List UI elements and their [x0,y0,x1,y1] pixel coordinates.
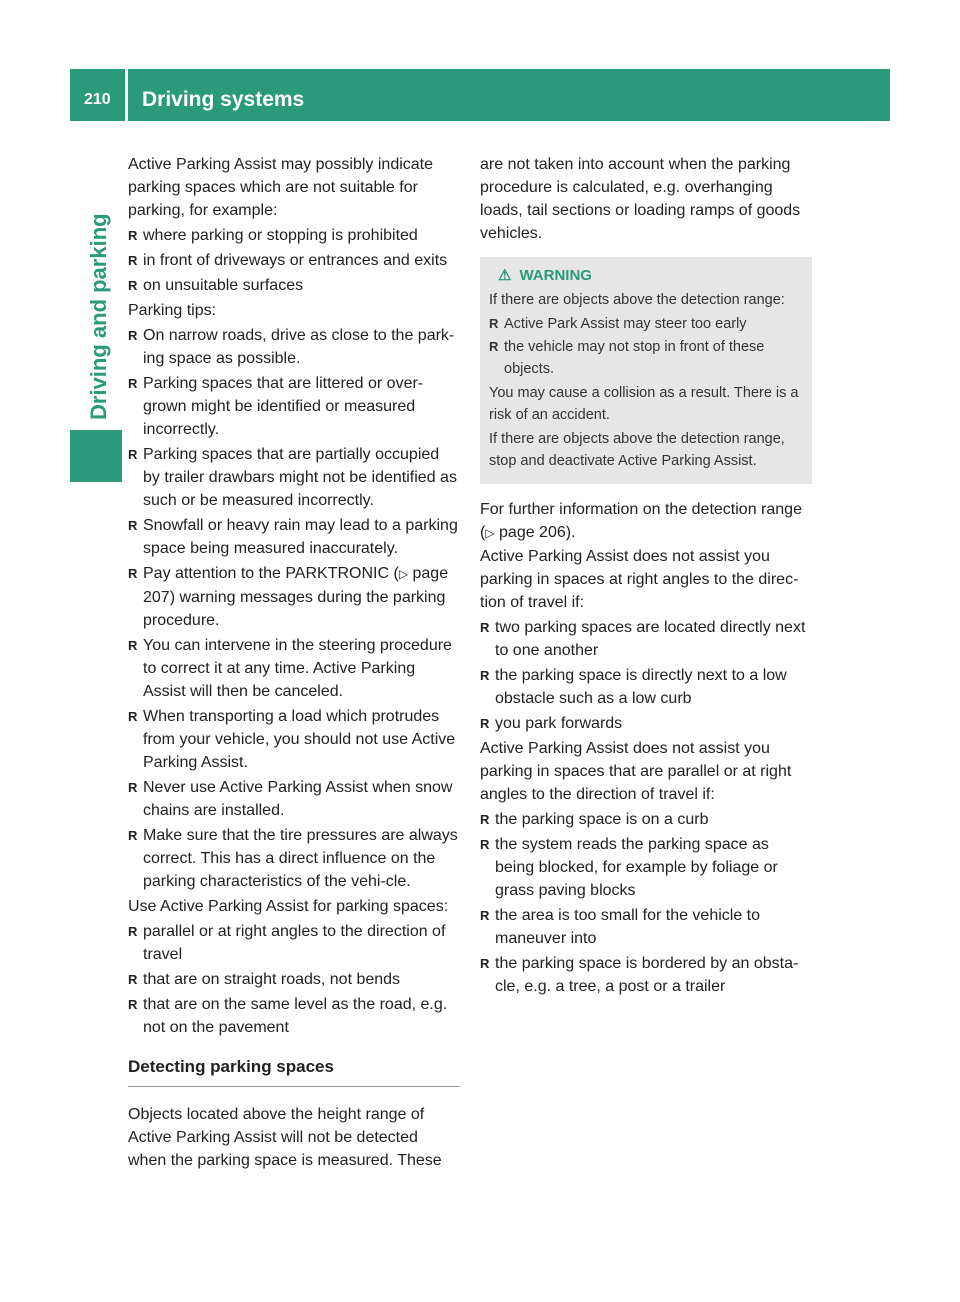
tips-list [128,324,460,893]
warning-text-1: You may cause a collision as a result. There is a risk of an accident. [489,385,799,423]
list-item: R where parking or stopping is prohibited [128,224,460,247]
right-column [480,153,812,1000]
warning-triangle-icon: ⚠ [498,267,512,284]
warning-box [480,257,812,484]
page-ref-arrow-icon: ▷ [398,567,409,581]
list-item: R the area is too small for the vehicle to maneuver into [480,904,812,950]
list-item: R in front of driveways or entrances and exits [128,249,460,272]
page-ref-link[interactable]: page 206). [499,524,576,541]
page-ref-link[interactable]: page 207) warning messages during the parking procedure. [143,565,449,629]
list-item: R Parking spaces that are littered or over-grown might be identified or measured incorrectly. [128,372,460,441]
continuation-text: are not taken into account when the parking procedure is calculated, e.g. overhanging loads, tail sections or loading ramps of goods vehicles. [480,156,801,242]
list-item: R Never use Active Parking Assist when snow chains are installed. [128,776,460,822]
list-item [128,562,460,632]
list-item: R Parking spaces that are partially occupied by trailer drawbars might not be identified as such or be measured incorrectly. [128,443,460,512]
list-item: R the parking space is directly next to a low obstacle such as a low curb [480,664,812,710]
page-ref-arrow-icon: ▷ [485,526,495,540]
warning-intro: If there are objects above the detection range: [489,292,785,308]
header-separator [125,69,128,121]
further-info-pre: For further information on the detection range ( [480,501,802,541]
not-assist-label: Active Parking Assist does not assist you parking in spaces at right angles to the direc-tion of travel if: [480,548,799,611]
list-item: R parallel or at right angles to the direction of travel [128,920,460,966]
list-item: R the system reads the parking space as being blocked, for example by foliage or grass paving blocks [480,833,812,902]
subheading-detecting: Detecting parking spaces [128,1055,460,1087]
use-list [128,920,460,1039]
side-tab-block [70,430,122,482]
not-assist-label-2: Active Parking Assist does not assist you parking in spaces that are parallel or at right angles to the direction of travel if: [480,740,792,803]
list-item: R two parking spaces are located directly next to one another [480,616,812,662]
list-item: R Active Park Assist may steer too early [489,313,804,335]
list-item: R Snowfall or heavy rain may lead to a parking space being measured inaccurately. [128,514,460,560]
list-item: R that are on straight roads, not bends [128,968,460,991]
detect-text: Objects located above the height range of Active Parking Assist will not be detected when the parking space is measured. These [128,1106,442,1169]
page-number: 210 [84,91,111,108]
list-item: R Make sure that the tire pressures are always correct. This has a direct influence on the parking characteristics of the vehi-cle. [128,824,460,893]
parktronic-text-pre: Pay attention to the PARKTRONIC ( [143,565,399,582]
list-item: R you park forwards [480,712,812,735]
list-item: R When transporting a load which protrudes from your vehicle, you should not use Active Parking Assist. [128,705,460,774]
list-item: R the parking space is on a curb [480,808,812,831]
warning-heading [489,265,804,287]
side-tab-label: Driving and parking [86,213,111,420]
list-item: R the parking space is bordered by an obsta-cle, e.g. a tree, a post or a trailer [480,952,812,998]
warning-title: WARNING [519,267,592,284]
list-item: R on unsuitable surfaces [128,274,460,297]
list-item: R that are on the same level as the road, e.g. not on the pavement [128,993,460,1039]
intro-text: Active Parking Assist may possibly indicate parking spaces which are not suitable for parking, for example: [128,156,434,219]
unsuitable-list [128,224,460,297]
not-assist-list [480,616,812,735]
tips-label: Parking tips: [128,302,217,319]
section-title: Driving systems [142,88,305,111]
warning-text-2: If there are objects above the detection range, stop and deactivate Active Parking Assist. [489,431,785,469]
warning-list [489,313,804,380]
list-item: R You can intervene in the steering procedure to correct it at any time. Active Parking Assist will then be canceled. [128,634,460,703]
not-assist-list-2 [480,808,812,998]
left-column [128,153,460,1172]
use-label: Use Active Parking Assist for parking spaces: [128,898,449,915]
further-info-text [480,498,812,545]
list-item: R On narrow roads, drive as close to the park-ing space as possible. [128,324,460,370]
list-item: R the vehicle may not stop in front of these objects. [489,336,804,380]
